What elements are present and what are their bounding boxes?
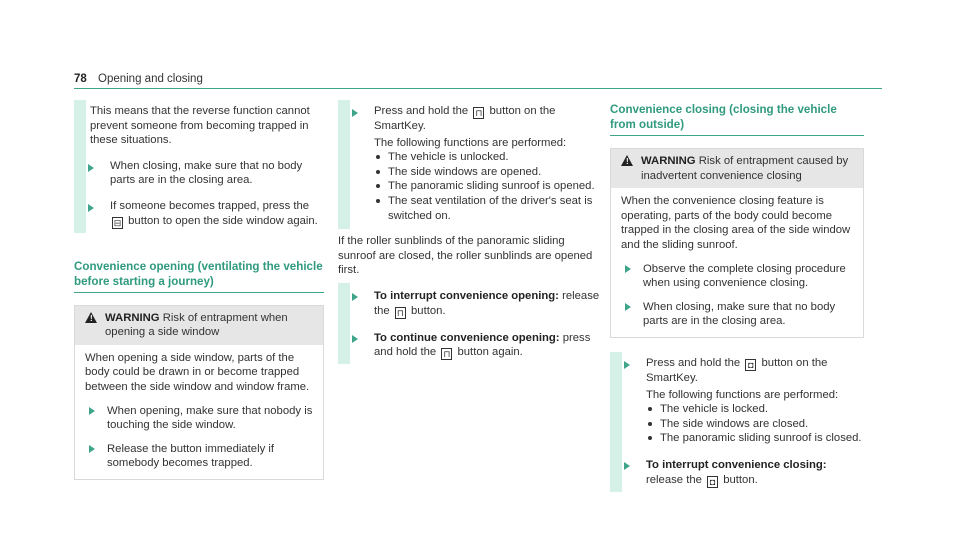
step-item (338, 325, 600, 365)
bullet-item: The vehicle is locked. (646, 402, 864, 417)
step-arrow-icon (352, 109, 358, 117)
warning-box (610, 148, 864, 338)
warning-step (85, 442, 313, 471)
step-text-post: button to open the side window again. (128, 214, 318, 227)
lock-icon: ◘ (745, 359, 756, 371)
intro-block (74, 100, 324, 148)
warning-step (621, 300, 853, 329)
step-text (96, 199, 324, 229)
warning-body-text: When the convenience closing feature is operating, parts of the body could become trapped in the closing area of the side window and the sliding sunroof. (621, 195, 851, 251)
step-item (74, 148, 324, 188)
window-switch-icon: ⊟ (113, 217, 122, 228)
step-arrow-icon (89, 407, 95, 415)
header-rule (74, 88, 882, 89)
note-text: If the roller sunblinds of the panoramic sliding sunroof are closed, the roller sunblinds are opened first. (338, 235, 593, 277)
step-arrow-icon (352, 293, 358, 301)
warning-header (611, 149, 863, 188)
step-content (632, 356, 864, 446)
column-3 (610, 100, 864, 492)
lock-icon: ◘ (707, 476, 718, 488)
section-heading-closing (610, 102, 864, 136)
warning-body (611, 188, 863, 337)
warning-title (621, 154, 853, 183)
performed-text: The following functions are performed: (374, 136, 567, 149)
warning-step-text: When closing, make sure that no body parts are in the closing area. (643, 300, 836, 328)
step-text: To continue convenience opening: press and hold the ⊓ button again. (374, 331, 591, 360)
warning-label: WARNING (105, 311, 160, 324)
bullet-item: The side windows are opened. (374, 165, 600, 180)
page-number: 78 (74, 73, 87, 85)
step-item (338, 283, 600, 325)
step-item (610, 452, 864, 492)
bullet-item: The seat ventilation of the driver's seat is switched on. (374, 194, 600, 223)
step-content (360, 104, 600, 223)
step-item (610, 352, 864, 452)
column-2 (338, 100, 600, 364)
warning-title-text: Risk of entrapment when opening a side window (105, 311, 288, 339)
warning-step-text: Observe the complete closing procedure when using convenience closing. (643, 262, 846, 290)
warning-step (621, 262, 853, 291)
step-arrow-icon (88, 164, 94, 172)
step-item (74, 188, 324, 233)
step-text: When closing, make sure that no body parts are in the closing area. (110, 159, 303, 187)
section-heading-opening (74, 259, 324, 293)
step-arrow-icon (624, 361, 630, 369)
warning-title (85, 311, 313, 340)
step-arrow-icon (89, 445, 95, 453)
column-1 (74, 100, 324, 480)
warning-step-text: When opening, make sure that nobody is touching the side window. (107, 404, 313, 432)
heading-rule (610, 135, 864, 136)
step-arrow-icon (352, 335, 358, 343)
step-text-pre: If someone becomes trapped, press the (110, 199, 310, 212)
section-title: Opening and closing (98, 73, 203, 85)
step-item (338, 100, 600, 229)
warning-header (75, 306, 323, 345)
step-arrow-icon (624, 462, 630, 470)
warning-body (75, 345, 323, 479)
warning-title-text: Risk of entrapment caused by inadvertent convenience closing (641, 155, 849, 182)
warning-step-text: Release the button immediately if somebody becomes trapped. (107, 442, 275, 470)
heading-rule (74, 292, 324, 293)
bullet-item: The panoramic sliding sunroof is closed. (646, 431, 864, 446)
warning-triangle-icon: ! (85, 312, 97, 323)
warning-triangle-icon: ! (621, 155, 633, 166)
step-arrow-icon (88, 204, 94, 212)
step-text: Press and hold the ⊓ button on the SmartKey. (374, 105, 556, 132)
bullet-item: The panoramic sliding sunroof is opened. (374, 179, 600, 194)
step-text: To interrupt convenience closing: release the ◘ button. (646, 458, 827, 487)
step-arrow-icon (625, 265, 631, 273)
warning-box (74, 305, 324, 480)
warning-body-text: When opening a side window, parts of the body could be drawn in or become trapped between the side window and window frame. (85, 351, 310, 393)
warning-step (85, 404, 313, 433)
unlock-icon: ⊓ (443, 349, 451, 360)
step-text: Press and hold the ◘ button on the SmartKey. (646, 356, 828, 384)
performed-text: The following functions are performed: (646, 388, 839, 401)
heading-text: Convenience closing (closing the vehicle from outside) (610, 103, 837, 131)
heading-text: Convenience opening (ventilating the vehicle before starting a journey) (74, 259, 323, 288)
step-arrow-icon (625, 303, 631, 311)
bullet-item: The side windows are closed. (646, 417, 864, 432)
bullet-item: The vehicle is unlocked. (374, 150, 600, 165)
unlock-icon: ⊓ (475, 108, 483, 118)
warning-label: WARNING (641, 155, 696, 167)
intro-text: This means that the reverse function cannot prevent someone from becoming trapped in these situations. (90, 105, 310, 147)
unlock-icon: ⊓ (396, 307, 404, 318)
step-text: To interrupt convenience opening: release the ⊓ button. (374, 289, 600, 318)
